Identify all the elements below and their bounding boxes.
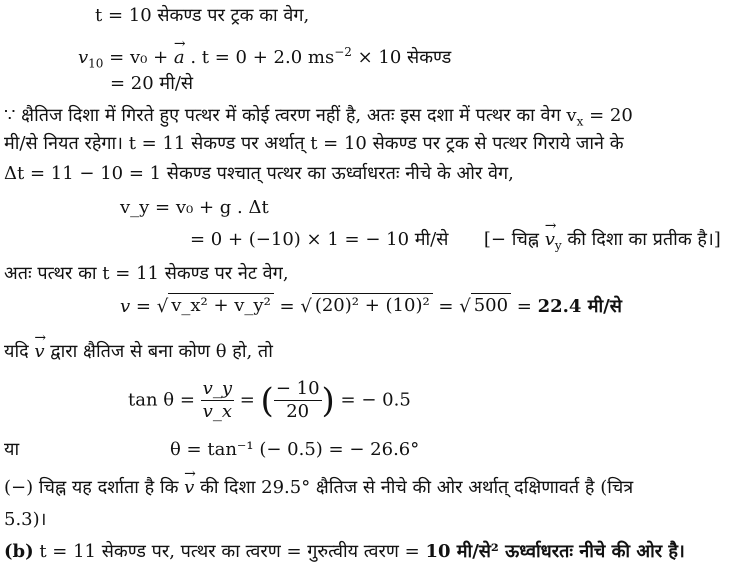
right-paren: ) — [321, 380, 335, 421]
tan-theta-label: tan θ = — [128, 389, 201, 411]
v-symbol: v = — [120, 296, 157, 317]
line-tan-theta — [128, 378, 411, 423]
line-v10-equation — [78, 40, 451, 76]
line-vy-result — [190, 228, 721, 258]
line-angle-intro — [4, 340, 273, 364]
line-theta-result: θ = tan⁻¹ (− 0.5) = − 26.6° — [170, 439, 420, 460]
left-paren: ( — [260, 380, 274, 421]
line-or: या — [4, 439, 20, 460]
line-constant-velocity: मी/से नियत रहेगा। t = 11 सेकण्ड पर अर्थात् t = 10 सेकण्ड पर ट्रक से पत्थर गिराये जाने के — [4, 133, 624, 154]
sign-note-c: की दिशा का प्रतीक है।] — [567, 229, 721, 250]
fraction-denominator-2: 20 — [286, 401, 310, 422]
vy-vector-sub: y — [554, 238, 562, 253]
horizontal-text: ∵ क्षैतिज दिशा में गिरते हुए पत्थर में कोई त्वरण नहीं है, अतः इस दशा में पत्थर का वेग v — [4, 105, 577, 126]
fraction-numerator: v_y — [202, 378, 232, 399]
fraction-denominator: v_x — [202, 401, 232, 422]
line-velocity-at-10s: t = 10 सेकण्ड पर ट्रक का वेग, — [95, 5, 310, 26]
eq-sign-1: = — [273, 296, 301, 317]
line-delta-t: Δt = 11 − 10 = 1 सेकण्ड पश्चात् पत्थर का ऊर्ध्वाधरतः नीचे के ओर वेग, — [4, 163, 514, 184]
vx-value: = 20 — [583, 105, 633, 126]
v10-subscript: 10 — [88, 56, 104, 71]
line-net-velocity: v = √ v_x² + v_y² = √ (20)² + (10)² = √ 500 = 22.4 मी/से — [120, 295, 622, 317]
v10-eq-part-a: = v₀ + — [103, 47, 174, 68]
sqrt-components: v_x² + v_y² — [168, 293, 274, 318]
fraction-numbers — [274, 378, 322, 423]
v10-eq-part-c: × 10 सेकण्ड — [351, 47, 452, 68]
v10-exponent: −2 — [334, 45, 352, 59]
angle-intro-b: द्वारा क्षैतिज से बना कोण θ हो, तो — [44, 341, 273, 362]
tan-result: = − 0.5 — [340, 389, 411, 411]
vx-subscript: x — [576, 114, 584, 129]
part-b-answer: 10 मी/से² ऊर्ध्वाधरतः नीचे की ओर है। — [425, 541, 685, 562]
sign-note-a: [− चिह्न — [483, 229, 539, 250]
line-v10-result: = 20 मी/से — [110, 73, 194, 94]
sign-meaning-b: की दिशा 29.5° क्षैतिज से नीचे की ओर अर्थात् दक्षिणावर्त है (चित्र — [194, 477, 634, 498]
vy-calc: = 0 + (−10) × 1 = − 10 मी/से — [190, 229, 449, 250]
part-b-label: (b) — [4, 541, 34, 562]
v10-symbol: v — [78, 47, 89, 68]
eq-sign-3: = — [511, 296, 538, 317]
v-vector-2: → v — [184, 476, 194, 500]
v10-eq-part-b: . t = 0 + 2.0 ms — [184, 47, 335, 68]
part-b-text: t = 11 सेकण्ड पर, पत्थर का त्वरण = गुरुत्वीय त्वरण = — [33, 541, 426, 562]
line-horizontal-velocity — [4, 104, 633, 134]
line-part-b — [4, 540, 685, 564]
eq-sign-4: = — [239, 389, 261, 411]
line-figure-ref: 5.3)। — [4, 509, 47, 530]
vy-vector: → v — [545, 228, 555, 252]
net-velocity-answer: 22.4 मी/से — [537, 296, 622, 317]
line-sign-meaning — [4, 476, 633, 500]
acceleration-vector: → a — [174, 46, 185, 70]
line-net-velocity-intro: अतः पत्थर का t = 11 सेकण्ड पर नेट वेग, — [4, 263, 289, 284]
eq-sign-2: = — [432, 296, 460, 317]
sqrt-500: 500 — [471, 293, 511, 318]
sqrt-numbers: (20)² + (10)² — [312, 293, 433, 318]
line-vy-equation: v_y = v₀ + g . Δt — [120, 197, 269, 218]
fraction-vy-vx — [201, 378, 234, 423]
angle-intro-a: यदि — [4, 341, 35, 362]
sign-meaning-a: (−) चिह्न यह दर्शाता है कि — [4, 477, 185, 498]
v-vector: → v — [34, 340, 44, 364]
fraction-numerator-2: − 10 — [275, 378, 320, 399]
